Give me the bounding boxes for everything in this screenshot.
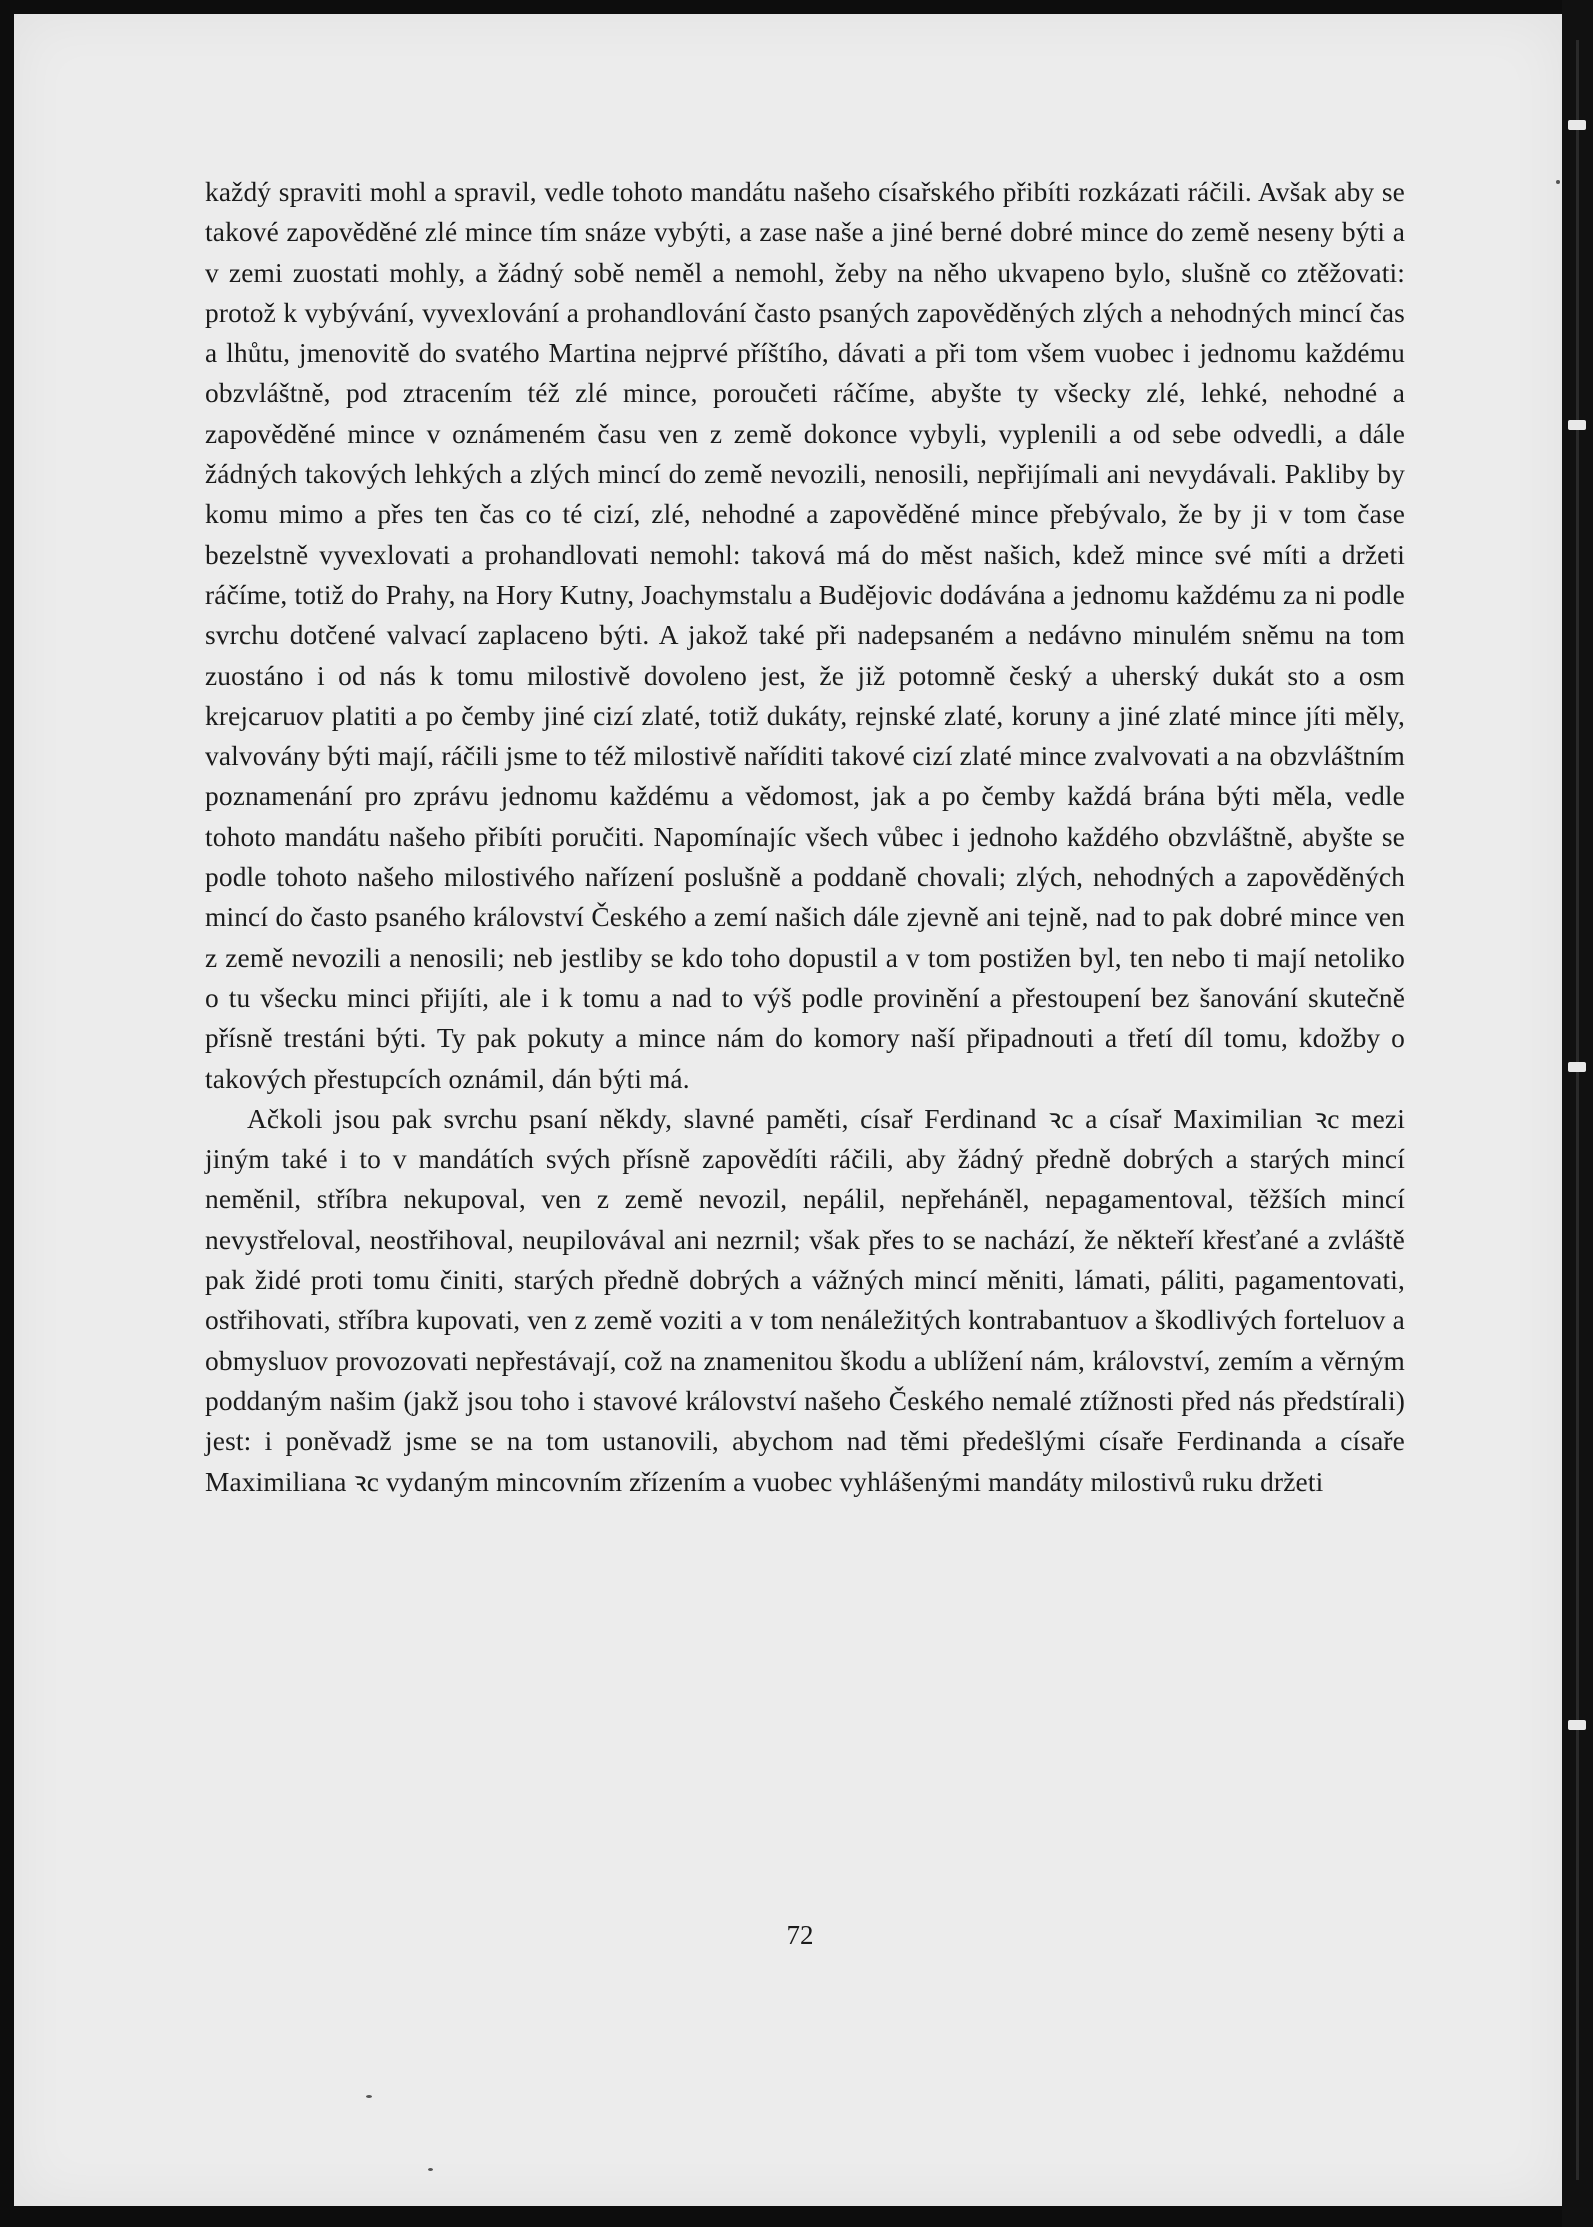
body-text [205, 172, 1405, 1502]
spine-mark [1568, 120, 1586, 130]
spine-mark [1568, 420, 1586, 430]
spine-mark [1568, 1720, 1586, 1730]
paper-speck [366, 2095, 372, 2098]
paper-speck [428, 2168, 433, 2171]
paragraph: Ačkoli jsou pak svrchu psaní někdy, slavné paměti, císař Ferdinand ꝛc a císař Maximilian ꝛc mezi jiným také i to v mandátích svých přísně zapovědíti ráčili, aby žádný předně dobrých a starých mincí neměnil, stříbra nekupoval, ven z země nevozil, nepálil, nepřeháněl, nepagamentoval, těžších mincí nevystřeloval, neostřihoval, neupilovával ani nezrnil; však přes to se nachází, že někteří křesťané a zvláště pak židé proti tomu činiti, starých předně dobrých a vážných mincí měniti, lámati, páliti, pagamentovati, ostřihovati, stříbra kupovati, ven z země voziti a v tom nenáležitých kontrabantuov a škodlivých forteluov a obmysluov provozovati nepřestávají, což na znamenitou škodu a ublížení nám, království, zemím a věrným poddaným našim (jakž jsou toho i stavové království našeho Českého nemalé ztížnosti před nás předstírali) jest: i poněvadž jsme se na tom ustanovili, abychom nad těmi předešlými císaře Ferdinanda a císaře Maximiliana ꝛc vydaným mincovním zřízením a vuobec vyhlášenými mandáty milostivů ruku držeti [205, 1103, 1405, 1497]
paragraph: každý spraviti mohl a spravil, vedle tohoto mandátu našeho císařského přibíti rozkázati ráčili. Avšak aby se takové zapověděné zlé mince tím snáze vybýti, a zase naše a jiné berné dobré mince do země neseny býti a v zemi zuostati mohly, a žádný sobě neměl a nemohl, žeby na něho ukvapeno bylo, slušně co ztěžovati: protož k vybývání, vyvexlování a prohandlování často psaných zapověděných zlých a nehodných mincí čas a lhůtu, jmenovitě do svatého Martina nejprvé příštího, dávati a při tom všem vuobec i jednomu každému obzvláštně, pod ztracením též zlé mince, poroučeti ráčíme, abyšte ty všecky zlé, lehké, nehodné a zapověděné mince v oznámeném času ven z země dokonce vybyli, vyplenili a od sebe odvedli, a dále žádných takových lehkých a zlých mincí do země nevozili, nenosili, nepřijímali ani nevydávali. Pakliby by komu mimo a přes ten čas co té cizí, zlé, nehodné a zapověděné mince přebývalo, že by ji v tom čase bezelstně vyvexlovati a prohandlovati nemohl: taková má do měst našich, kdež mince své míti a držeti ráčíme, totiž do Prahy, na Hory Kutny, Joachymstalu a Budějovic dodávána a jednomu každému za ni podle svrchu dotčené valvací zaplaceno býti. A jakož také při nadepsaném a nedávno minulém sněmu na tom zuostáno i od nás k tomu milostivě dovoleno jest, že již potomně český a uherský dukát sto a osm krejcaruov platiti a po čemby jiné cizí zlaté, totiž dukáty, rejnské zlaté, koruny a jiné zlaté mince jíti měly, valvovány býti mají, ráčili jsme to též milostivě naříditi takové cizí zlaté mince zvalvovati a na obzvláštním poznamenání pro zprávu jednomu každému a vědomost, jak a po čemby každá brána býti měla, vedle tohoto mandátu našeho přibíti poručiti. Napomínajíc všech vůbec i jednoho každého obzvláštně, abyšte se podle tohoto našeho milostivého nařízení poslušně a poddaně chovali; zlých, nehodných a zapověděných mincí do často psaného království Českého a zemí našich dále zjevně ani tejně, nad to pak dobré mince ven z země nevozili a nenosili; neb jestliby se kdo toho dopustil a v tom postižen byl, ten nebo ti mají netoliko o tu všecku minci přijíti, ale i k tomu a nad to výš podle provinění a přestoupení bez šanování skutečně přísně trestáni býti. Ty pak pokuty a mince nám do komory naší připadnouti a třetí díl tomu, kdožby o takových přestupcích oznámil, dán býti má. [205, 177, 1405, 1094]
spine-line [1576, 40, 1579, 2180]
page-number: 72 [786, 1920, 814, 1950]
spine-mark [1568, 1062, 1586, 1072]
paper-speck [1556, 180, 1560, 184]
